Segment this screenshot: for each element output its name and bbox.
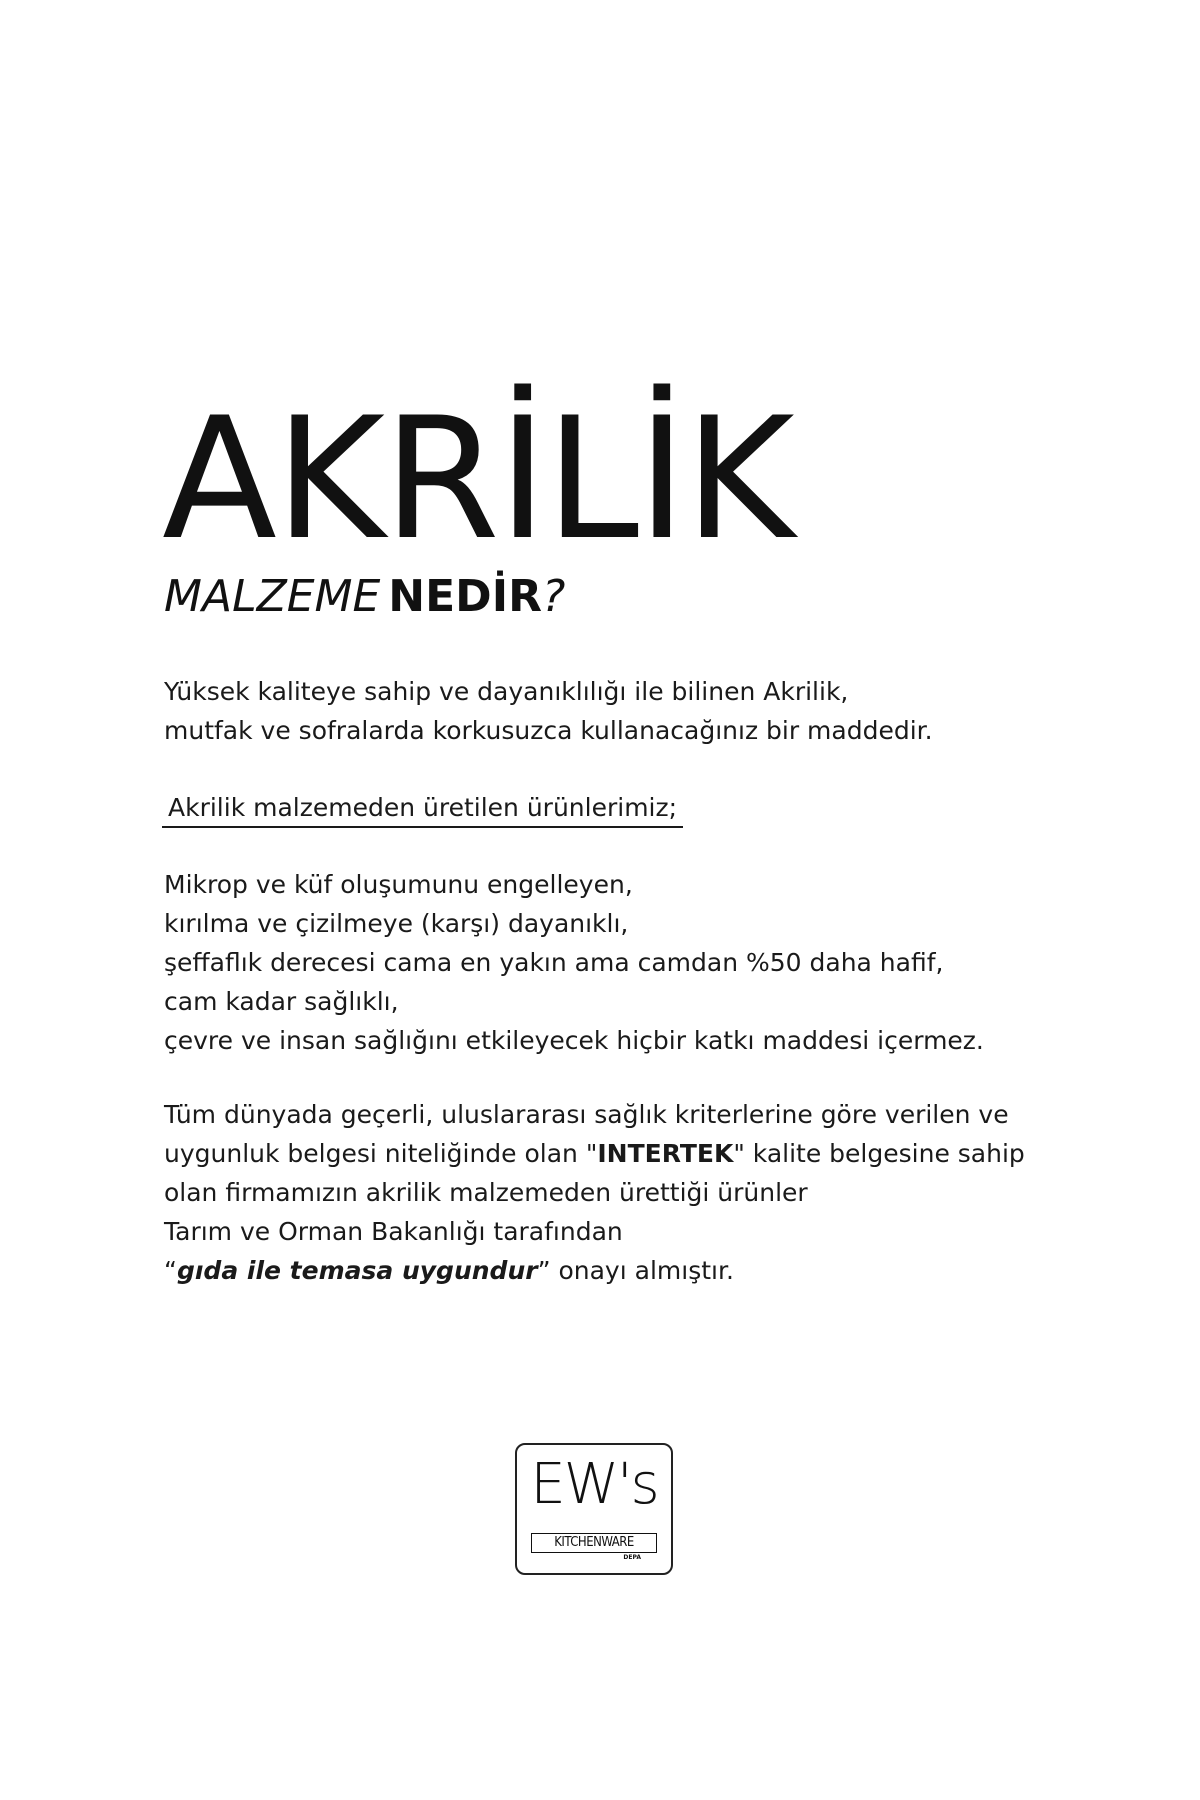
feature-line: kırılma ve çizilmeye (karşı) dayanıklı, [164, 909, 629, 938]
certification-text: ” onayı almıştır. [537, 1256, 734, 1285]
feature-line: Mikrop ve küf oluşumunu engelleyen, [164, 870, 633, 899]
page-title: AKRİLİK [162, 381, 793, 577]
food-safe-statement: gıda ile temasa uygundur [176, 1256, 538, 1285]
subtitle-bold: NEDİR [388, 571, 542, 622]
intro-paragraph [164, 672, 933, 750]
intro-line: mutfak ve sofralarda korkusuzca kullanacağınız bir maddedir. [164, 716, 933, 745]
products-heading: Akrilik malzemeden üretilen ürünlerimiz; [162, 790, 683, 828]
subtitle-question-mark: ? [541, 571, 566, 622]
certification-text: " kalite belgesine sahip [733, 1139, 1025, 1168]
certification-text: uygunluk belgesi niteliğinde olan " [164, 1139, 598, 1168]
feature-line: şeffaflık derecesi cama en yakın ama camdan %50 daha hafif, [164, 948, 944, 977]
logo-sub: DEPA [623, 1554, 641, 1561]
page-subtitle [164, 571, 566, 622]
certification-line: Tüm dünyada geçerli, uluslararası sağlık kriterlerine göre verilen ve [164, 1100, 1009, 1129]
brand-logo [515, 1443, 673, 1575]
features-list [164, 865, 984, 1060]
intertek-label: INTERTEK [597, 1139, 734, 1168]
logo-mark: EW's [530, 1452, 658, 1517]
subtitle-light: MALZEME [164, 571, 381, 622]
feature-line: çevre ve insan sağlığını etkileyecek hiçbir katkı maddesi içermez. [164, 1026, 984, 1055]
certification-line [164, 1134, 1025, 1173]
intro-line: Yüksek kaliteye sahip ve dayanıklılığı ile bilinen Akrilik, [164, 677, 849, 706]
certification-line [164, 1251, 1025, 1290]
quote-open: “ [164, 1256, 177, 1285]
certification-line: Tarım ve Orman Bakanlığı tarafından [164, 1217, 623, 1246]
certification-line: olan firmamızın akrilik malzemeden ürettiği ürünler [164, 1178, 808, 1207]
logo-name: KITCHENWARE [531, 1533, 657, 1553]
certification-paragraph [164, 1095, 1025, 1290]
feature-line: cam kadar sağlıklı, [164, 987, 399, 1016]
